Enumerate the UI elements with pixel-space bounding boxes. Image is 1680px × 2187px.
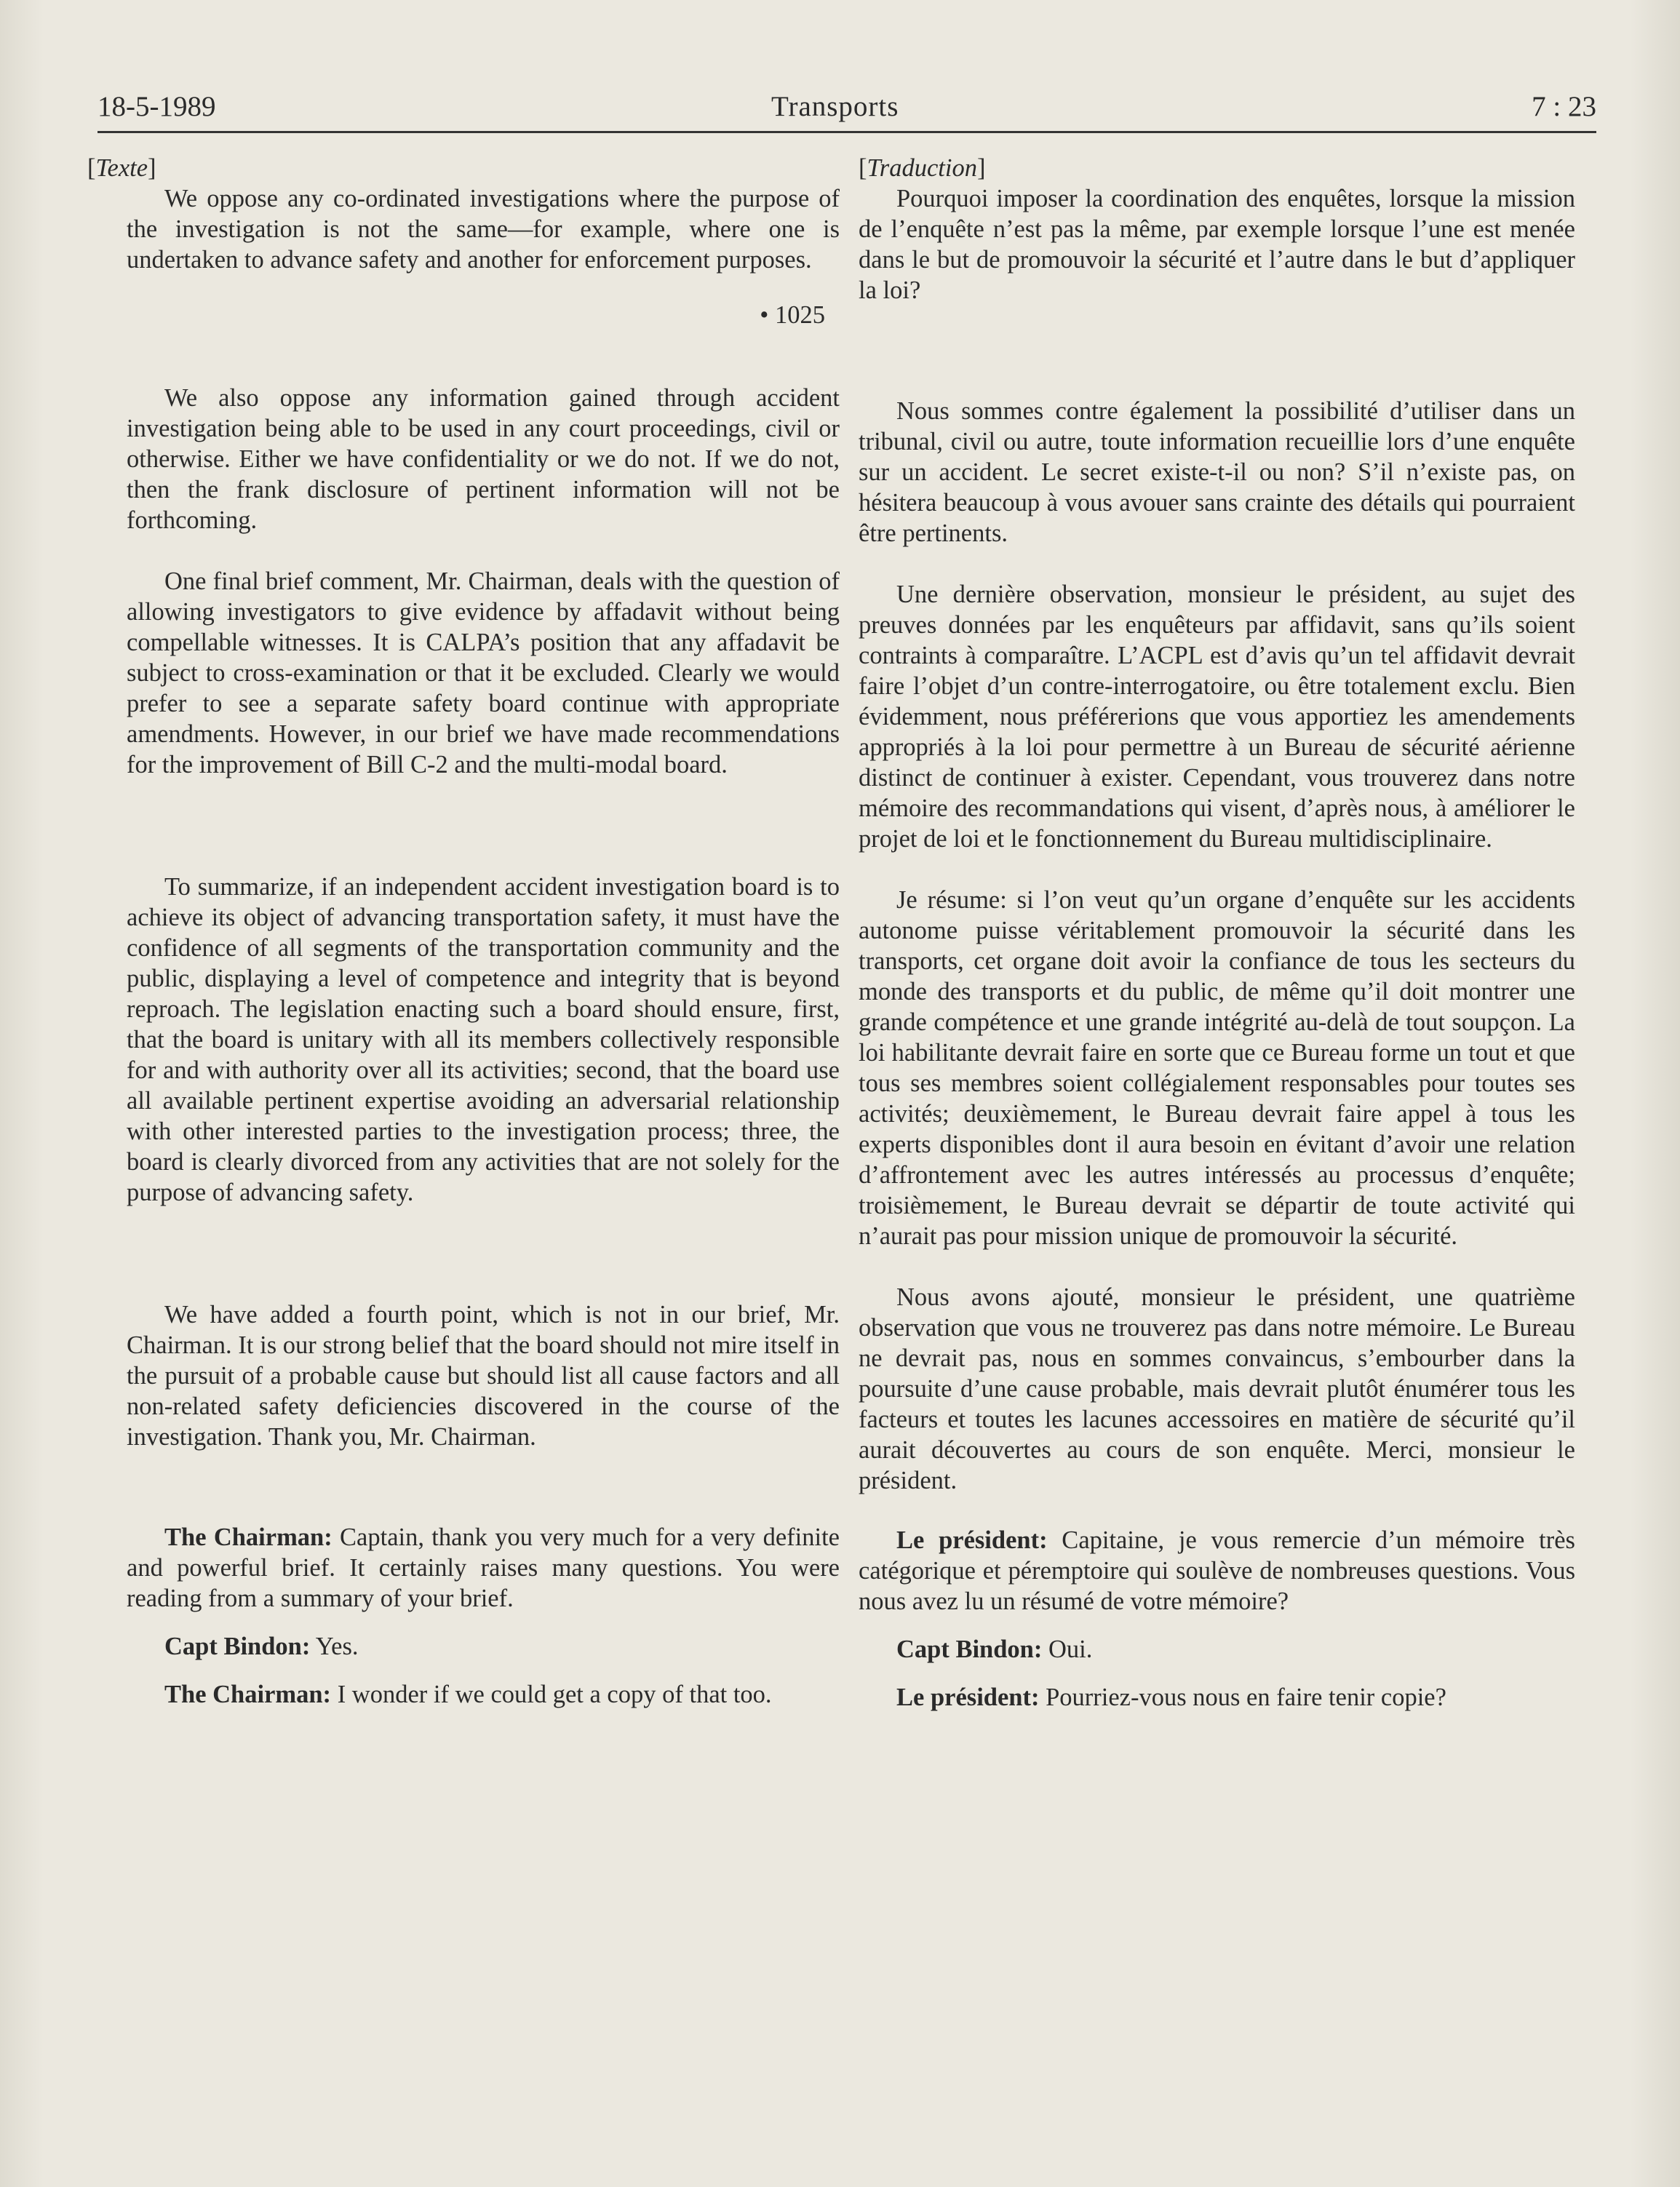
french-speech-bindon: Capt Bindon: Oui. <box>896 1636 1093 1663</box>
french-paragraph-5: Nous avons ajouté, monsieur le président, une quatrième observation que vous ne trouverez pas dans notre mémoire. Le Bureau ne devrait pas, nous en sommes convaincus, s’embourber dans la poursuite d’une cause probable, mais devrait plutôt énumérer tous les facteurs et toutes les lacunes accessoires en matière de sécurité qu’il aurait découvertes au cours de son enquête. Merci, monsieur le président. <box>859 1283 1575 1494</box>
time-stamp: • 1025 <box>760 301 825 329</box>
page-header <box>97 86 1596 133</box>
french-paragraph-2: Nous sommes contre également la possibilité d’utiliser dans un tribunal, civil ou autre, toute information recueillie lors d’une enquête sur un accident. Le secret existe-t-il ou non? S’il n’existe pas, on hésitera beaucoup à vous avouer sans crainte des détails qui pourraient être pertinents. <box>859 397 1575 547</box>
french-speech-president-2: Le président: Pourriez-vous nous en faire tenir copie? <box>896 1684 1446 1711</box>
english-paragraph-1: We oppose any co-ordinated investigations where the purpose of the investigation is not the same—for example, where one is undertaken to advance safety and another for enforcement purposes. <box>127 185 840 274</box>
speaker-name: Capt Bindon: <box>164 1633 311 1660</box>
header-title: Transports <box>771 91 899 122</box>
speaker-name: Capt Bindon: <box>896 1636 1043 1663</box>
english-section-label: [Texte] <box>87 154 156 182</box>
french-paragraph-3: Une dernière observation, monsieur le président, au sujet des preuves données par les enquêteurs par affidavit, sans qu’ils soient contraints à comparaître. L’ACPL est d’avis qu’un tel affidavit devrait faire l’objet d’un contre-interrogatoire, ou être totalement exclu. Bien évidemment, nous préférerions que vous apportiez les amendements appropriés à la loi pour permettre à un Bureau de sécurité aérienne distinct de continuer à exister. Cependant, vous trouverez dans notre mémoire des recommandations qui visent, d’après nous, à améliorer le projet de loi et le fonctionnement du Bureau multidisciplinaire. <box>859 581 1575 853</box>
speaker-name: Le président: <box>896 1684 1040 1711</box>
speaker-name: The Chairman: <box>164 1523 333 1551</box>
english-column <box>87 153 840 1710</box>
english-speech-bindon: Capt Bindon: Yes. <box>164 1633 359 1660</box>
english-paragraph-2: We also oppose any information gained through accident investigation being able to be used in any court proceedings, civil or otherwise. Either we have confidentiality or we do not. If we do not, then the frank disclosure of pertinent information will not be forthcoming. <box>127 384 840 534</box>
french-column <box>859 153 1575 1713</box>
english-paragraph-5: We have added a fourth point, which is not in our brief, Mr. Chairman. It is our strong belief that the board should not mire itself in the pursuit of a probable cause but should list all cause factors and all non-related safety deficiencies discovered in the course of the investigation. Thank you, Mr. Chairman. <box>127 1301 840 1451</box>
speaker-name: Le président: <box>896 1526 1048 1554</box>
header-page-number: 7 : 23 <box>1532 91 1596 122</box>
french-paragraph-1: Pourquoi imposer la coordination des enquêtes, lorsque la mission de l’enquête n’est pas la même, par exemple lorsque l’une est menée dans le but de promouvoir la sécurité et l’autre dans le but d’appliquer la loi? <box>859 185 1575 304</box>
speaker-name: The Chairman: <box>164 1681 332 1708</box>
english-speech-chairman-1: The Chairman: Captain, thank you very much for a very definite and powerful brief. It certainly raises many questions. You were reading from a summary of your brief. <box>127 1523 840 1612</box>
english-paragraph-4: To summarize, if an independent accident investigation board is to achieve its object of advancing transportation safety, it must have the confidence of all segments of the transportation community and the public, displaying a level of competence and integrity that is beyond reproach. The legislation enacting such a board should ensure, first, that the board is unitary with all its members collectively responsible for and with authority over all its activities; second, that the board use all available pertinent expertise avoiding an adversarial relationship with other interested parties to the investigation process; three, the board is clearly divorced from any activities that are not solely for the purpose of advancing safety. <box>127 873 840 1206</box>
header-date: 18-5-1989 <box>97 91 216 122</box>
english-speech-chairman-2: The Chairman: I wonder if we could get a copy of that too. <box>164 1681 772 1708</box>
french-section-label: [Traduction] <box>859 154 986 182</box>
french-speech-president-1: Le président: Capitaine, je vous remercie d’un mémoire très catégorique et péremptoire qui soulève de nombreuses questions. Vous nous avez lu un résumé de votre mémoire? <box>859 1526 1575 1615</box>
french-paragraph-4: Je résume: si l’on veut qu’un organe d’enquête sur les accidents autonome puisse véritablement promouvoir la sécurité dans les transports, cet organe doit avoir la confiance de tous les secteurs du monde des transports et du public, de même qu’il doit montrer une grande compétence et une grande intégrité au-delà de tout soupçon. La loi habilitante devrait faire en sorte que ce Bureau forme un tout et que tous ses membres soient collégialement responsables pour toutes ses activités; deuxièmement, le Bureau devrait faire appel à tous les experts disponibles dont il aura besoin en évitant d’avoir une relation d’affrontement avec les autres intéressés au processus d’enquête; troisièmement, le Bureau devrait se départir de toute activité qui n’aurait pas pour mission unique de promouvoir la sécurité. <box>859 886 1575 1250</box>
english-paragraph-3: One final brief comment, Mr. Chairman, deals with the question of allowing investigators to give evidence by affadavit without being compellable witnesses. It is CALPA’s position that any affadavit be subject to cross-examination or that it be excluded. Clearly we would prefer to see a separate safety board continue with appropriate amendments. However, in our brief we have made recommendations for the improvement of Bill C-2 and the multi-modal board. <box>127 567 840 778</box>
